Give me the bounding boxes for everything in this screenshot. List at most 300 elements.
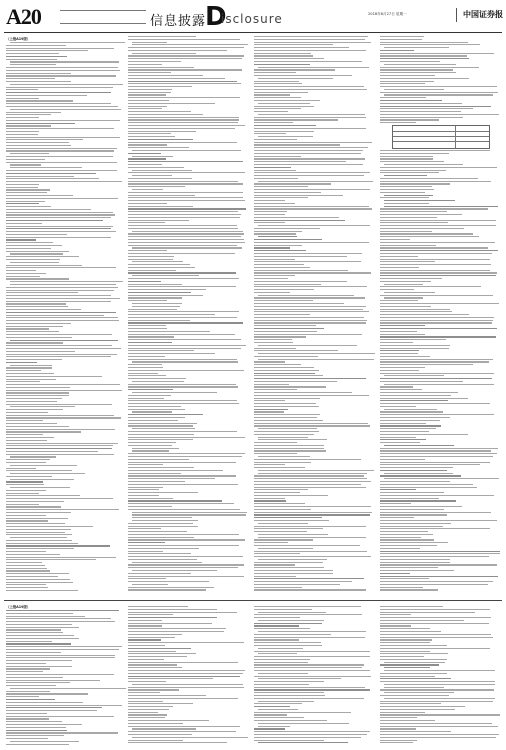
text-line — [384, 200, 455, 201]
text-line — [384, 195, 433, 196]
text-line — [380, 275, 496, 276]
text-line — [254, 448, 324, 449]
text-line — [6, 518, 68, 519]
text-line — [380, 228, 464, 229]
text-line — [258, 439, 327, 440]
text-line — [6, 290, 114, 291]
text-line — [6, 234, 67, 235]
text-line — [128, 484, 238, 485]
text-line — [254, 528, 323, 529]
text-line — [254, 417, 317, 418]
text-line — [254, 156, 301, 157]
text-line — [6, 470, 72, 471]
text-line — [128, 314, 215, 315]
text-line — [128, 612, 237, 613]
text-line — [254, 576, 296, 577]
text-line — [128, 267, 195, 268]
text-line — [258, 537, 366, 538]
text-line — [380, 86, 497, 87]
text-line — [6, 495, 80, 496]
text-line — [380, 325, 425, 326]
text-line — [128, 317, 237, 318]
text-line — [254, 81, 299, 82]
text-line — [380, 734, 499, 735]
text-line — [128, 648, 191, 649]
text-line — [258, 353, 375, 354]
text-line — [128, 133, 171, 134]
text-line — [380, 459, 425, 460]
text-line — [10, 262, 59, 263]
text-line — [380, 225, 496, 226]
text-line — [6, 568, 47, 569]
text-line — [6, 666, 72, 667]
text-line — [380, 678, 451, 679]
text-line — [380, 320, 493, 321]
text-line — [6, 178, 99, 179]
text-line — [10, 365, 52, 366]
text-line — [254, 737, 361, 738]
text-line — [128, 698, 238, 699]
text-line — [128, 740, 183, 741]
text-line — [6, 532, 65, 533]
text-line — [6, 256, 79, 257]
text-line — [128, 417, 185, 418]
text-line — [6, 613, 73, 614]
text-line — [380, 220, 496, 221]
text-line — [6, 45, 66, 46]
text-line — [6, 187, 38, 188]
text-line — [254, 350, 338, 351]
text-line — [384, 203, 429, 204]
text-line — [380, 181, 491, 182]
text-line — [380, 453, 497, 454]
text-line — [132, 306, 180, 307]
text-line — [380, 573, 410, 574]
text-line — [254, 147, 368, 148]
text-line — [380, 562, 450, 563]
text-line — [380, 614, 411, 615]
text-line — [132, 570, 217, 571]
text-line — [380, 189, 434, 190]
text-line — [254, 108, 301, 109]
text-line — [254, 584, 340, 585]
text-line — [6, 434, 43, 435]
text-line — [128, 692, 160, 693]
text-line — [132, 170, 192, 171]
text-line — [254, 400, 285, 401]
text-line — [128, 367, 163, 368]
text-line — [254, 256, 347, 257]
newspaper-logo: 中国证券报 — [463, 9, 503, 19]
text-line — [254, 328, 324, 329]
text-line — [384, 409, 437, 410]
text-line — [254, 498, 285, 499]
text-line — [6, 237, 111, 238]
text-line — [254, 183, 331, 184]
text-line — [254, 384, 289, 385]
text-line — [384, 94, 493, 95]
text-line — [6, 443, 118, 444]
text-line — [254, 211, 287, 212]
text-line — [380, 475, 461, 476]
text-line — [380, 381, 463, 382]
text-line — [6, 70, 120, 71]
text-line — [6, 123, 75, 124]
text-line — [380, 208, 488, 209]
text-line — [6, 184, 39, 185]
text-line — [254, 245, 302, 246]
text-line — [132, 275, 199, 276]
text-line — [6, 660, 72, 661]
text-line — [380, 348, 449, 349]
text-line — [254, 278, 288, 279]
text-line — [254, 381, 337, 382]
text-line — [128, 353, 215, 354]
text-line — [128, 153, 161, 154]
text-line — [254, 69, 335, 70]
text-line — [254, 703, 302, 704]
text-line — [128, 378, 186, 379]
text-line — [6, 506, 61, 507]
text-line — [380, 664, 439, 665]
text-line — [6, 92, 111, 93]
text-line — [380, 353, 418, 354]
text-line — [380, 370, 419, 371]
text-line — [254, 409, 288, 410]
text-line — [132, 231, 243, 232]
text-line — [6, 713, 47, 714]
text-line — [254, 503, 305, 504]
text-line — [6, 326, 63, 327]
text-line — [6, 373, 54, 374]
text-line — [10, 741, 79, 742]
text-line — [380, 247, 488, 248]
page-header — [0, 0, 506, 40]
text-line — [254, 170, 296, 171]
text-line — [254, 564, 295, 565]
text-line — [380, 564, 497, 565]
text-line — [128, 545, 239, 546]
text-line — [128, 208, 246, 209]
text-line — [6, 677, 63, 678]
text-line — [380, 231, 432, 232]
text-line — [128, 462, 236, 463]
text-line — [10, 340, 118, 341]
text-line — [254, 434, 314, 435]
text-line — [384, 292, 435, 293]
text-line — [254, 320, 367, 321]
text-line — [384, 384, 494, 385]
text-line — [128, 651, 176, 652]
text-line — [254, 325, 316, 326]
text-line — [128, 181, 238, 182]
text-line — [6, 710, 97, 711]
text-line — [380, 78, 469, 79]
text-line — [6, 646, 122, 647]
text-line — [128, 94, 166, 95]
text-line — [258, 345, 357, 346]
text-line — [128, 345, 246, 346]
text-line — [128, 542, 165, 543]
text-line — [128, 356, 165, 357]
text-line — [384, 698, 495, 699]
text-line — [254, 228, 320, 229]
text-line — [6, 331, 59, 332]
text-line — [10, 688, 126, 689]
text-line — [258, 701, 314, 702]
text-line — [6, 693, 88, 694]
text-line — [128, 653, 196, 654]
text-line — [254, 462, 311, 463]
text-line — [254, 222, 285, 223]
text-line — [6, 590, 78, 591]
text-line — [6, 306, 68, 307]
text-line — [6, 315, 104, 316]
text-line — [384, 164, 463, 165]
text-line — [254, 492, 300, 493]
text-line — [254, 117, 366, 118]
text-line — [258, 723, 349, 724]
text-line — [6, 543, 78, 544]
text-line — [380, 81, 434, 82]
text-line — [380, 328, 497, 329]
text-line — [384, 684, 495, 685]
text-line — [132, 361, 238, 362]
text-line — [380, 197, 429, 198]
text-line — [254, 553, 300, 554]
text-line — [380, 245, 436, 246]
text-line — [254, 395, 369, 396]
text-line — [6, 501, 64, 502]
text-line — [128, 220, 189, 221]
text-line — [6, 356, 111, 357]
text-line — [128, 667, 182, 668]
text-line — [254, 692, 324, 693]
text-line — [258, 114, 365, 115]
text-line — [128, 158, 166, 159]
text-line — [128, 456, 242, 457]
text-line — [380, 158, 433, 159]
text-line — [254, 39, 365, 40]
text-line — [6, 312, 116, 313]
text-line — [254, 542, 288, 543]
text-line — [6, 652, 61, 653]
text-line — [132, 517, 192, 518]
text-line — [254, 484, 361, 485]
text-line — [6, 148, 117, 149]
text-line — [128, 470, 223, 471]
text-line — [128, 706, 173, 707]
text-line — [254, 270, 348, 271]
text-line — [254, 392, 352, 393]
text-line — [380, 398, 468, 399]
text-line — [254, 314, 310, 315]
text-line — [380, 442, 420, 443]
text-line — [254, 651, 370, 652]
text-line — [6, 203, 39, 204]
text-line — [380, 53, 494, 54]
text-line — [254, 208, 372, 209]
text-line — [10, 153, 49, 154]
text-line — [6, 649, 119, 650]
text-line — [380, 512, 491, 513]
text-line — [6, 95, 87, 96]
text-line — [380, 467, 453, 468]
text-line — [128, 50, 227, 51]
text-line — [254, 264, 304, 265]
text-line — [254, 545, 360, 546]
text-line — [6, 629, 61, 630]
text-line — [380, 548, 420, 549]
text-line — [128, 144, 167, 145]
text-line — [254, 178, 298, 179]
text-line — [254, 662, 308, 663]
text-line — [254, 172, 370, 173]
text-line — [10, 61, 119, 62]
text-line — [128, 420, 178, 421]
text-line — [254, 667, 362, 668]
text-line — [380, 456, 493, 457]
text-line — [128, 264, 190, 265]
text-line — [380, 439, 426, 440]
text-line — [128, 222, 165, 223]
text-line — [128, 142, 237, 143]
text-line — [380, 250, 498, 251]
text-line — [128, 83, 241, 84]
text-line — [128, 439, 193, 440]
text-line — [258, 236, 297, 237]
text-line — [380, 311, 452, 312]
text-line — [128, 72, 171, 73]
text-line — [380, 462, 490, 463]
text-line — [6, 53, 59, 54]
text-line — [6, 50, 88, 51]
data-table — [392, 125, 490, 149]
text-line — [380, 253, 492, 254]
text-line — [6, 384, 120, 385]
text-line — [128, 225, 237, 226]
text-line — [254, 423, 368, 424]
text-line — [128, 687, 244, 688]
text-line — [254, 303, 344, 304]
text-line — [380, 737, 496, 738]
text-line — [258, 456, 310, 457]
text-line — [128, 370, 244, 371]
text-line — [6, 292, 78, 293]
text-line — [254, 250, 306, 251]
text-line — [380, 423, 426, 424]
text-line — [380, 119, 439, 120]
text-line — [380, 742, 413, 743]
text-line — [380, 414, 494, 415]
text-line — [128, 506, 172, 507]
text-line — [132, 150, 241, 151]
text-line — [254, 645, 322, 646]
text-line — [380, 528, 490, 529]
text-line — [254, 389, 297, 390]
text-line — [380, 740, 417, 741]
text-line — [6, 509, 119, 510]
text-line — [128, 320, 190, 321]
text-line — [128, 200, 245, 201]
text-line — [254, 342, 293, 343]
text-line — [128, 620, 162, 621]
text-line — [258, 548, 313, 549]
text-line — [128, 445, 172, 446]
text-line — [128, 656, 187, 657]
text-line — [128, 614, 173, 615]
text-line — [380, 100, 442, 101]
text-line — [128, 100, 169, 101]
text-line — [6, 401, 57, 402]
text-line — [380, 406, 416, 407]
text-line — [258, 428, 317, 429]
text-line — [6, 523, 65, 524]
text-line — [128, 81, 237, 82]
text-line — [254, 100, 320, 101]
text-line — [128, 164, 162, 165]
text-line — [254, 36, 368, 37]
text-line — [6, 139, 83, 140]
text-line — [384, 445, 454, 446]
text-line — [380, 342, 413, 343]
text-line — [254, 311, 369, 312]
text-line — [128, 467, 194, 468]
text-line — [380, 676, 435, 677]
text-line — [254, 206, 369, 207]
text-line — [380, 584, 488, 585]
text-line — [254, 706, 290, 707]
text-line — [254, 92, 308, 93]
text-line — [6, 738, 48, 739]
text-line — [254, 275, 295, 276]
text-line — [384, 375, 444, 376]
text-line — [128, 348, 241, 349]
text-line — [128, 359, 237, 360]
text-line — [254, 689, 370, 690]
text-line — [128, 36, 196, 37]
text-line — [258, 612, 326, 613]
text-line — [380, 642, 430, 643]
text-line — [380, 161, 444, 162]
text-line — [128, 292, 191, 293]
text-line — [380, 322, 492, 323]
text-line — [128, 639, 161, 640]
text-line — [6, 100, 73, 101]
text-line — [380, 531, 428, 532]
text-line — [258, 653, 297, 654]
text-line — [6, 445, 113, 446]
text-line — [6, 206, 51, 207]
text-line — [132, 428, 195, 429]
text-line — [254, 639, 299, 640]
text-line — [6, 515, 46, 516]
text-line — [10, 479, 74, 480]
text-line — [6, 156, 113, 157]
text-line — [254, 740, 324, 741]
text-line — [258, 742, 348, 743]
text-line — [254, 220, 345, 221]
text-line — [380, 537, 421, 538]
text-line — [380, 714, 500, 715]
text-line — [128, 531, 187, 532]
text-line — [380, 156, 433, 157]
text-line — [380, 97, 426, 98]
text-line — [6, 75, 116, 76]
text-line — [6, 398, 62, 399]
text-line — [128, 637, 175, 638]
text-line — [6, 635, 74, 636]
